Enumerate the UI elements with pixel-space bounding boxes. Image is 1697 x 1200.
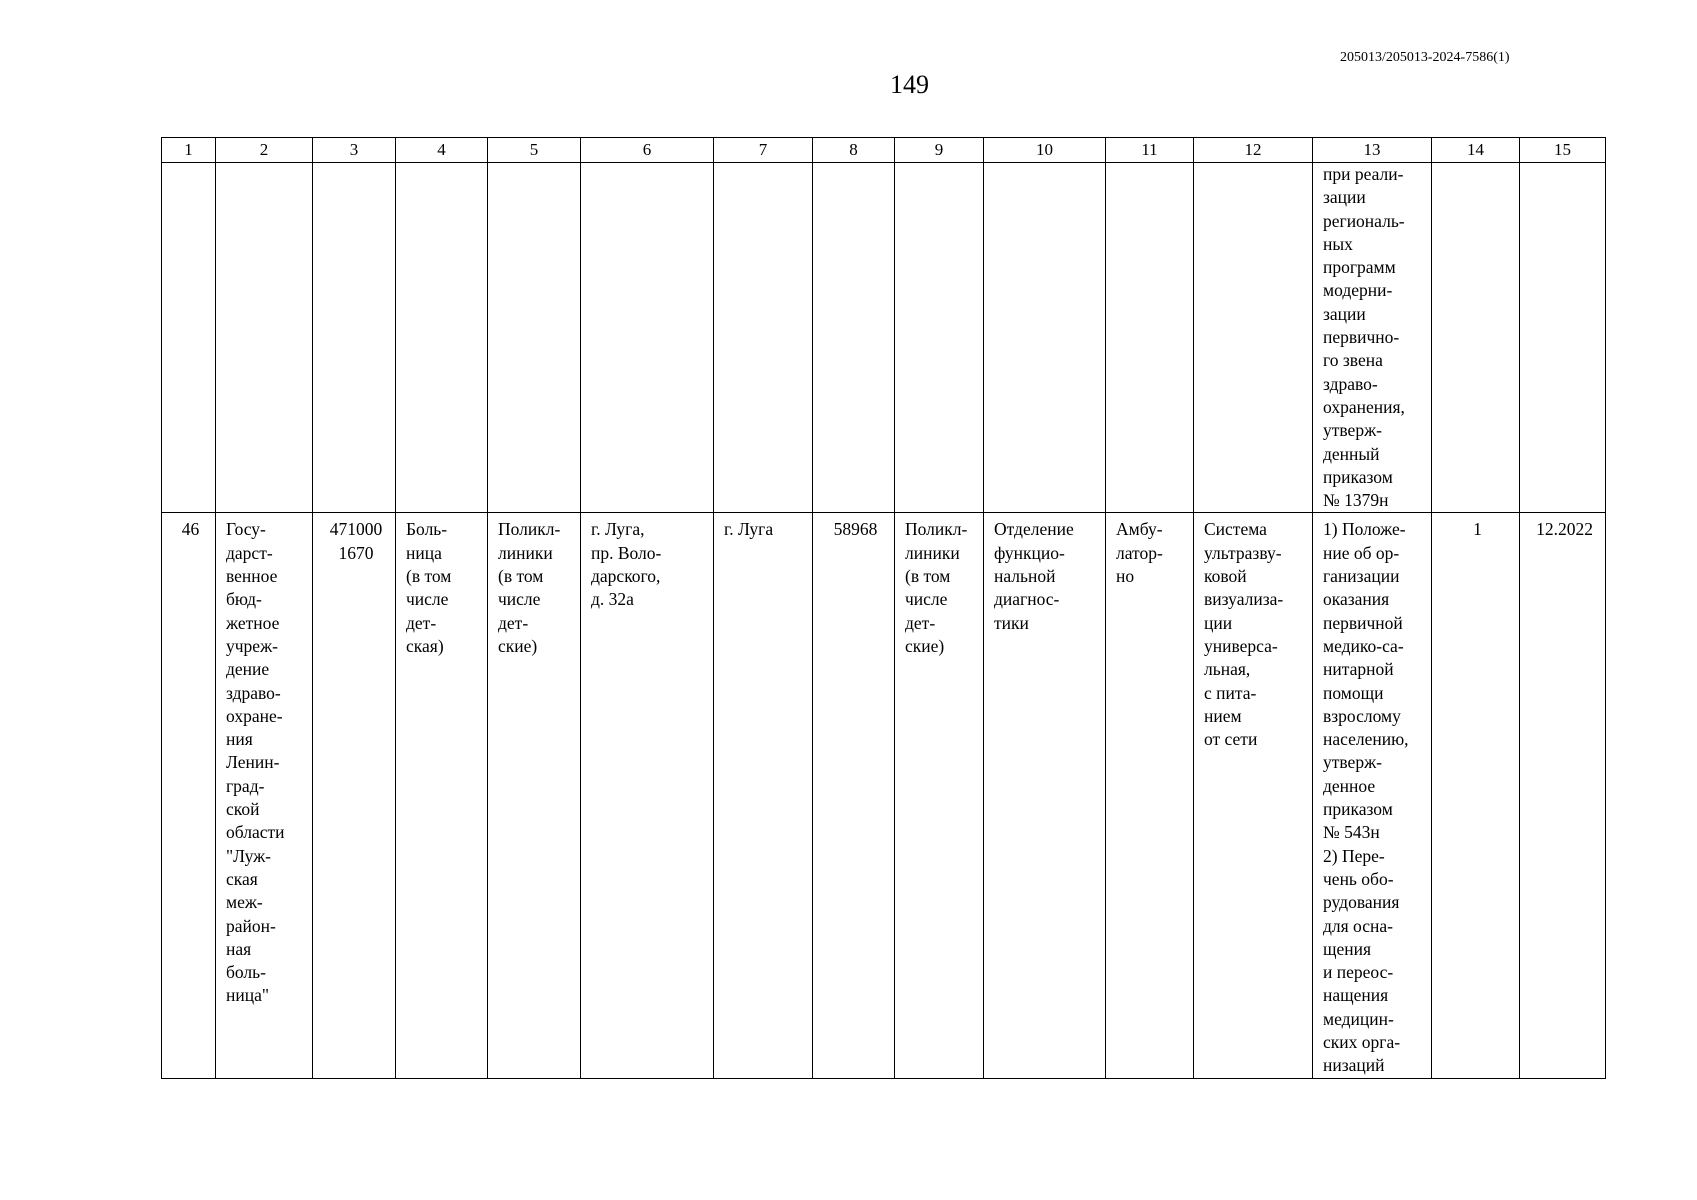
table-cell — [396, 163, 488, 513]
column-header: 12 — [1194, 138, 1313, 163]
table-cell-row-number: 46 — [162, 513, 216, 1078]
table-cell — [1194, 163, 1313, 513]
table-cell-subdivision: Поликл- линики (в том числе дет- ские) — [895, 513, 984, 1078]
column-header: 15 — [1520, 138, 1606, 163]
table-cell — [895, 163, 984, 513]
page-number: 149 — [890, 70, 929, 99]
column-header: 1 — [162, 138, 216, 163]
table-cell-regulation: 1) Положе- ние об ор- ганизации оказания первичной медико-са- нитарной помощи взрослому населению, утверж- денное приказом № 543н 2) Пере- чень обо- рудования для осна- щения и переос- нащения медицин- ских орга- низаций — [1313, 513, 1432, 1078]
column-header: 9 — [895, 138, 984, 163]
table-cell — [1106, 163, 1194, 513]
table-cell — [813, 163, 895, 513]
column-header: 3 — [313, 138, 396, 163]
table-cell-address: г. Луга, пр. Воло- дарского, д. 32а — [581, 513, 714, 1078]
data-table — [161, 137, 1606, 1079]
table-cell-organization: Госу- дарст- венное бюд- жетное учреж- дение здраво- охране- ния Ленин- град- ской области "Луж- ская меж- район- ная боль- ница" — [216, 513, 313, 1078]
column-header: 2 — [216, 138, 313, 163]
column-header: 4 — [396, 138, 488, 163]
table-cell-unit-type: Поликл- линики (в том числе дет- ские) — [488, 513, 581, 1078]
table-cell-care-form: Амбу- латор- но — [1106, 513, 1194, 1078]
table-cell — [714, 163, 813, 513]
column-header: 7 — [714, 138, 813, 163]
column-header: 10 — [984, 138, 1106, 163]
column-header: 8 — [813, 138, 895, 163]
column-header: 11 — [1106, 138, 1194, 163]
column-header: 13 — [1313, 138, 1432, 163]
table-cell-org-type: Боль- ница (в том числе дет- ская) — [396, 513, 488, 1078]
table-cell — [1520, 163, 1606, 513]
table-cell-population: 58968 — [813, 513, 895, 1078]
table-cell — [162, 163, 216, 513]
table-cell — [488, 163, 581, 513]
table-cell-date: 12.2022 — [1520, 513, 1606, 1078]
table-cell-city: г. Луга — [714, 513, 813, 1078]
table-cell — [1432, 163, 1520, 513]
table-cell-equipment: Система ультразву- ковой визуализа- ции универса- льная, с пита- нием от сети — [1194, 513, 1313, 1078]
table-cell — [581, 163, 714, 513]
table-cell-quantity: 1 — [1432, 513, 1520, 1078]
table-cell — [216, 163, 313, 513]
column-number-row — [162, 138, 1606, 163]
table-cell — [313, 163, 396, 513]
table-cell-code: 471000 1670 — [313, 513, 396, 1078]
column-header: 14 — [1432, 138, 1520, 163]
table-cell — [984, 163, 1106, 513]
table-cell-department: Отделение функцио- нальной диагнос- тики — [984, 513, 1106, 1078]
column-header: 5 — [488, 138, 581, 163]
table-cell-regulation-continued: при реали- зации региональ- ных программ модерни- зации первично- го звена здраво- охранения, утверж- денный приказом № 1379н — [1313, 163, 1432, 513]
table-row — [162, 513, 1606, 1078]
document-id: 205013/205013-2024-7586(1) — [1340, 50, 1510, 65]
column-header: 6 — [581, 138, 714, 163]
table-row-continuation — [162, 163, 1606, 513]
